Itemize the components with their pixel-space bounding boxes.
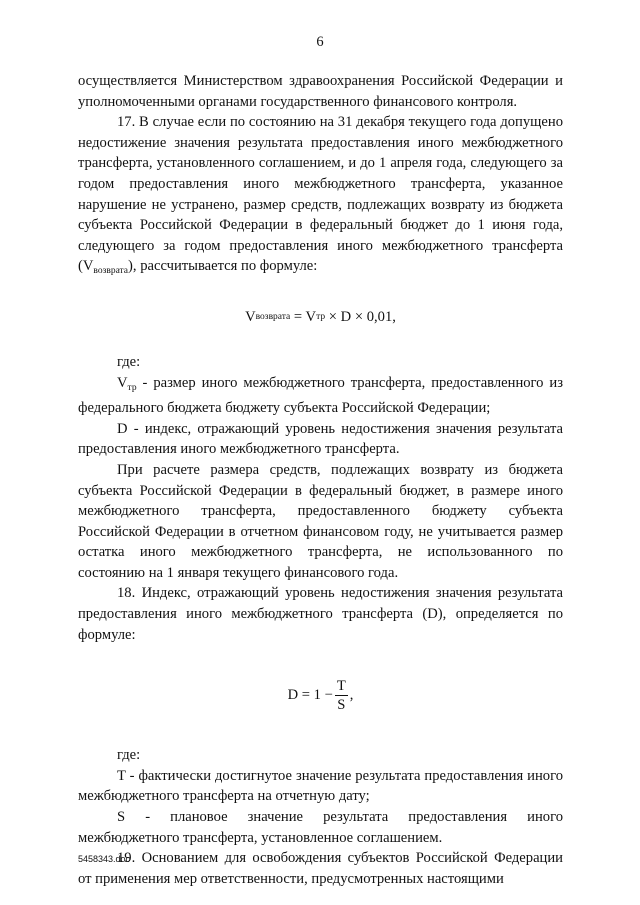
definition-s: S - плановое значение результата предоставления иного межбюджетного трансферта, установленное соглашением. bbox=[78, 809, 563, 846]
page-number: 6 bbox=[316, 34, 324, 50]
formula-refund bbox=[78, 282, 563, 352]
formula-index-denominator: S bbox=[337, 696, 346, 713]
paragraph-17-subscript: возврата bbox=[93, 266, 129, 277]
paragraph-18: 18. Индекс, отражающий уровень недостижения значения результата предоставления иного межбюджетного трансферта (D), определяется по формуле: bbox=[78, 585, 563, 643]
formula-refund-mid: = V bbox=[290, 308, 317, 325]
where-label-1: где: bbox=[117, 353, 141, 370]
definition-vtr-letter: V bbox=[117, 374, 128, 391]
definition-vtr-sub: тр bbox=[127, 382, 137, 393]
formula-refund-rest: × D × 0,01, bbox=[325, 308, 396, 325]
formula-refund-v-sub: возврата bbox=[255, 311, 291, 322]
definition-t: T - фактически достигнутое значение результата предоставления иного межбюджетного трансферта на отчетную дату; bbox=[78, 767, 563, 805]
paragraph-calculation: При расчете размера средств, подлежащих возврату из бюджета субъекта Российской Федерации в федеральный бюджет, в размере иного межбюджетного трансферта, предоставленного бюджету субъекта Российской Федерации в отчетном финансовом году, не учитывается размер остатка иного межбюджетного трансферта, не использованного по состоянию на 1 января текущего финансового года. bbox=[78, 461, 563, 581]
footer-filename: 5458343.doc bbox=[78, 854, 131, 864]
paragraph-continuation: осуществляется Министерством здравоохранения Российской Федерации и уполномоченными органами государственного финансового контроля. bbox=[78, 73, 563, 110]
formula-index-numerator: T bbox=[336, 677, 346, 694]
formula-index bbox=[78, 645, 563, 745]
formula-index-tail: , bbox=[349, 686, 354, 703]
paragraph-17-text: 17. В случае если по состоянию на 31 декабря текущего года допущено недостижение значения результата предоставления иного межбюджетного трансферта, установленного соглашением, и до 1 апреля года, следующего за годом предоставления иного межбюджетного трансферта, указанное нарушение не устранено, размер средств, подлежащих возврату из бюджета субъекта Российской Федерации в федеральный бюджет до 1 июня года, следующего за годом предоставления иного межбюджетного трансферта (V bbox=[78, 114, 563, 275]
where-label-2: где: bbox=[117, 747, 141, 764]
document-body bbox=[78, 71, 563, 889]
definition-vtr-text: - размер иного межбюджетного трансферта, предоставленного из федерального бюджета бюджету субъекта Российской Федерации; bbox=[78, 374, 563, 417]
paragraph-19: 19. Основанием для освобождения субъектов Российской Федерации от применения мер ответственности, предусмотренных настоящими bbox=[78, 850, 563, 887]
paragraph-17 bbox=[78, 112, 563, 282]
paragraph-17-end: ), рассчитывается по формуле: bbox=[128, 258, 318, 275]
definition-vtr bbox=[78, 373, 563, 419]
formula-refund-v: V bbox=[245, 308, 256, 325]
formula-refund-tr-sub: тр bbox=[316, 311, 326, 322]
formula-index-lhs: D = 1 − bbox=[287, 686, 333, 703]
formula-index-fraction bbox=[335, 677, 348, 714]
definition-d: D - индекс, отражающий уровень недостижения значения результата предоставления иного межбюджетного трансферта. bbox=[78, 420, 563, 458]
